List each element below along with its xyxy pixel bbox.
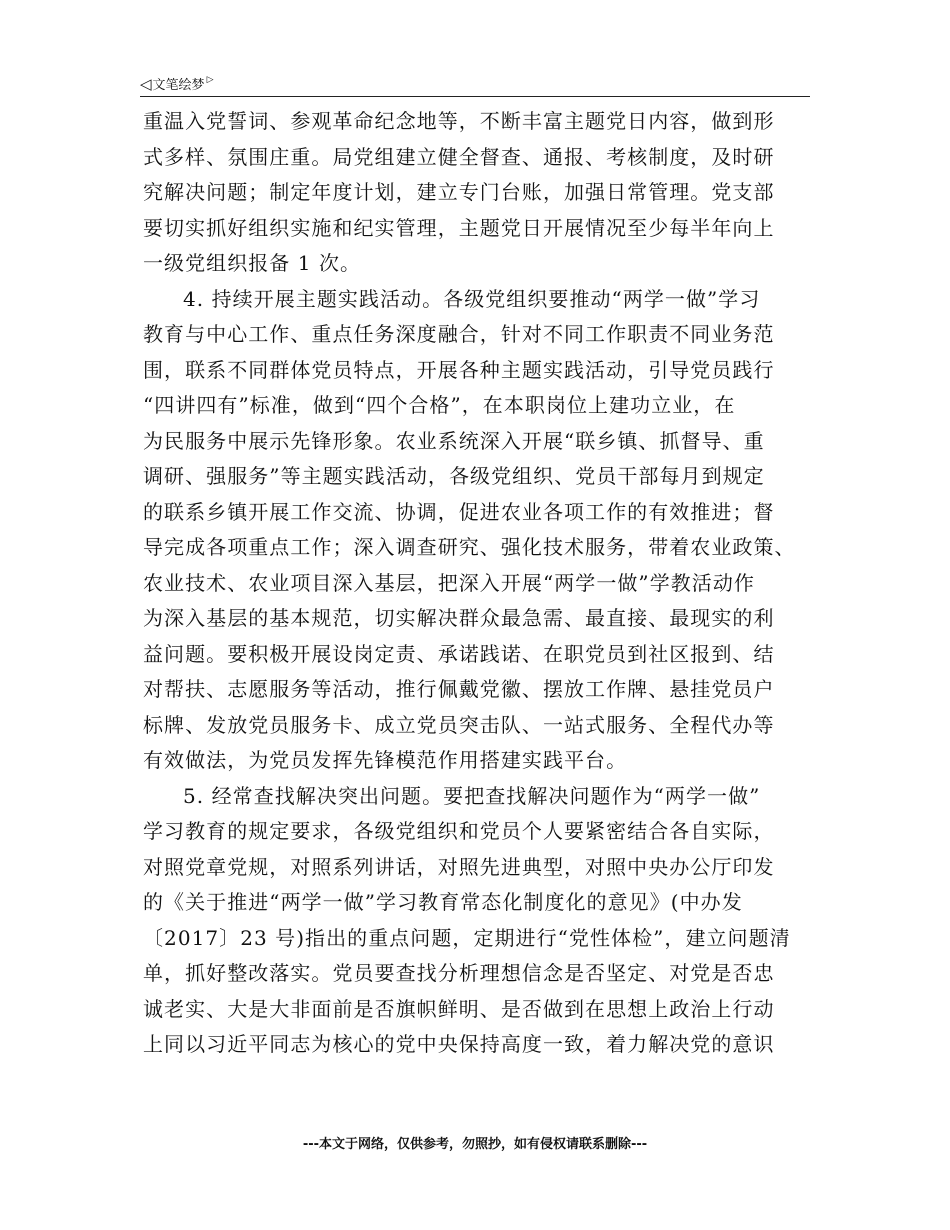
page-header: [140, 72, 810, 97]
text-line: 导完成各项重点工作；深入调查研究、强化技术服务，带着农业政策、: [143, 535, 796, 559]
text-line: 调研、强服务”等主题实践活动，各级党组织、党员干部每月到规定: [143, 464, 765, 488]
text-line: 要切实抓好组织实施和纪实管理，主题党日开展情况至少每半年向上: [143, 215, 775, 240]
text-line: 4. 持续开展主题实践活动。各级党组织要推动“两学一做”学习: [183, 286, 761, 311]
text-line: 对帮扶、志愿服务等活动，推行佩戴党徽、摆放工作牌、悬挂党员户: [143, 677, 775, 701]
text-line: 教育与中心工作、重点任务深度融合，针对不同工作职责不同业务范: [143, 322, 775, 346]
text-line: 5. 经常查找解决突出问题。要把查找解决问题作为“两学一做”: [183, 783, 761, 808]
text-line: 上同以习近平同志为核心的党中央保持高度一致，着力解决党的意识: [143, 1032, 775, 1056]
paragraph-3: [143, 779, 807, 1063]
text-line: 有效做法，为党员发挥先锋模范作用搭建实践平台。: [143, 748, 628, 772]
text-line: 的《关于推进“两学一做”学习教育常态化制度化的意见》(中办发: [143, 890, 743, 914]
footer-disclaimer: ---本文于网络，仅供参考，勿照抄，如有侵权请联系删除---: [302, 1137, 648, 1152]
right-triangle-icon: ▷: [206, 74, 214, 85]
text-line: 重温入党誓词、参观革命纪念地等，不断丰富主题党日内容，做到形: [143, 109, 775, 133]
text-line: 式多样、氛围庄重。局党组建立健全督查、通报、考核制度，及时研: [143, 144, 775, 169]
text-line: “四讲四有”标准，做到“四个合格”，在本职岗位上建功立业，在: [143, 393, 736, 417]
text-line: 对照党章党规，对照系列讲话，对照先进典型，对照中央办公厅印发: [143, 854, 775, 879]
text-line: 为民服务中展示先锋形象。农业系统深入开展“联乡镇、抓督导、重: [143, 428, 765, 453]
left-triangle-icon: ◁: [140, 74, 152, 93]
paragraph-1: [143, 104, 807, 282]
text-line: 标牌、发放党员服务卡、成立党员突击队、一站式服务、全程代办等: [143, 712, 775, 737]
header-logo: [140, 74, 213, 93]
text-line: 围，联系不同群体党员特点，开展各种主题实践活动，引导党员践行: [143, 357, 775, 382]
paragraph-2: [143, 282, 807, 779]
document-body: [143, 104, 807, 1063]
text-line: 究解决问题；制定年度计划，建立专门台账，加强日常管理。党支部: [143, 180, 775, 204]
logo-text: 文笔绘梦: [152, 78, 205, 93]
text-line: 的联系乡镇开展工作交流、协调，促进农业各项工作的有效推进；督: [143, 499, 775, 524]
text-line: 益问题。要积极开展设岗定责、承诺践诺、在职党员到社区报到、结: [143, 641, 775, 666]
text-line: 单，抓好整改落实。党员要查找分析理想信念是否坚定、对党是否忠: [143, 961, 775, 985]
text-line: 诚老实、大是大非面前是否旗帜鲜明、是否做到在思想上政治上行动: [143, 996, 775, 1021]
text-line: 一级党组织报备 1 次。: [143, 251, 362, 275]
text-line: 学习教育的规定要求，各级党组织和党员个人要紧密结合各自实际，: [143, 819, 775, 843]
text-line: 为深入基层的基本规范，切实解决群众最急需、最直接、最现实的利: [143, 606, 775, 630]
text-line: 农业技术、农业项目深入基层，把深入开展“两学一做”学教活动作: [143, 570, 755, 595]
text-line: 〔2017〕23 号)指出的重点问题，定期进行“党性体检”，建立问题清: [143, 925, 791, 950]
